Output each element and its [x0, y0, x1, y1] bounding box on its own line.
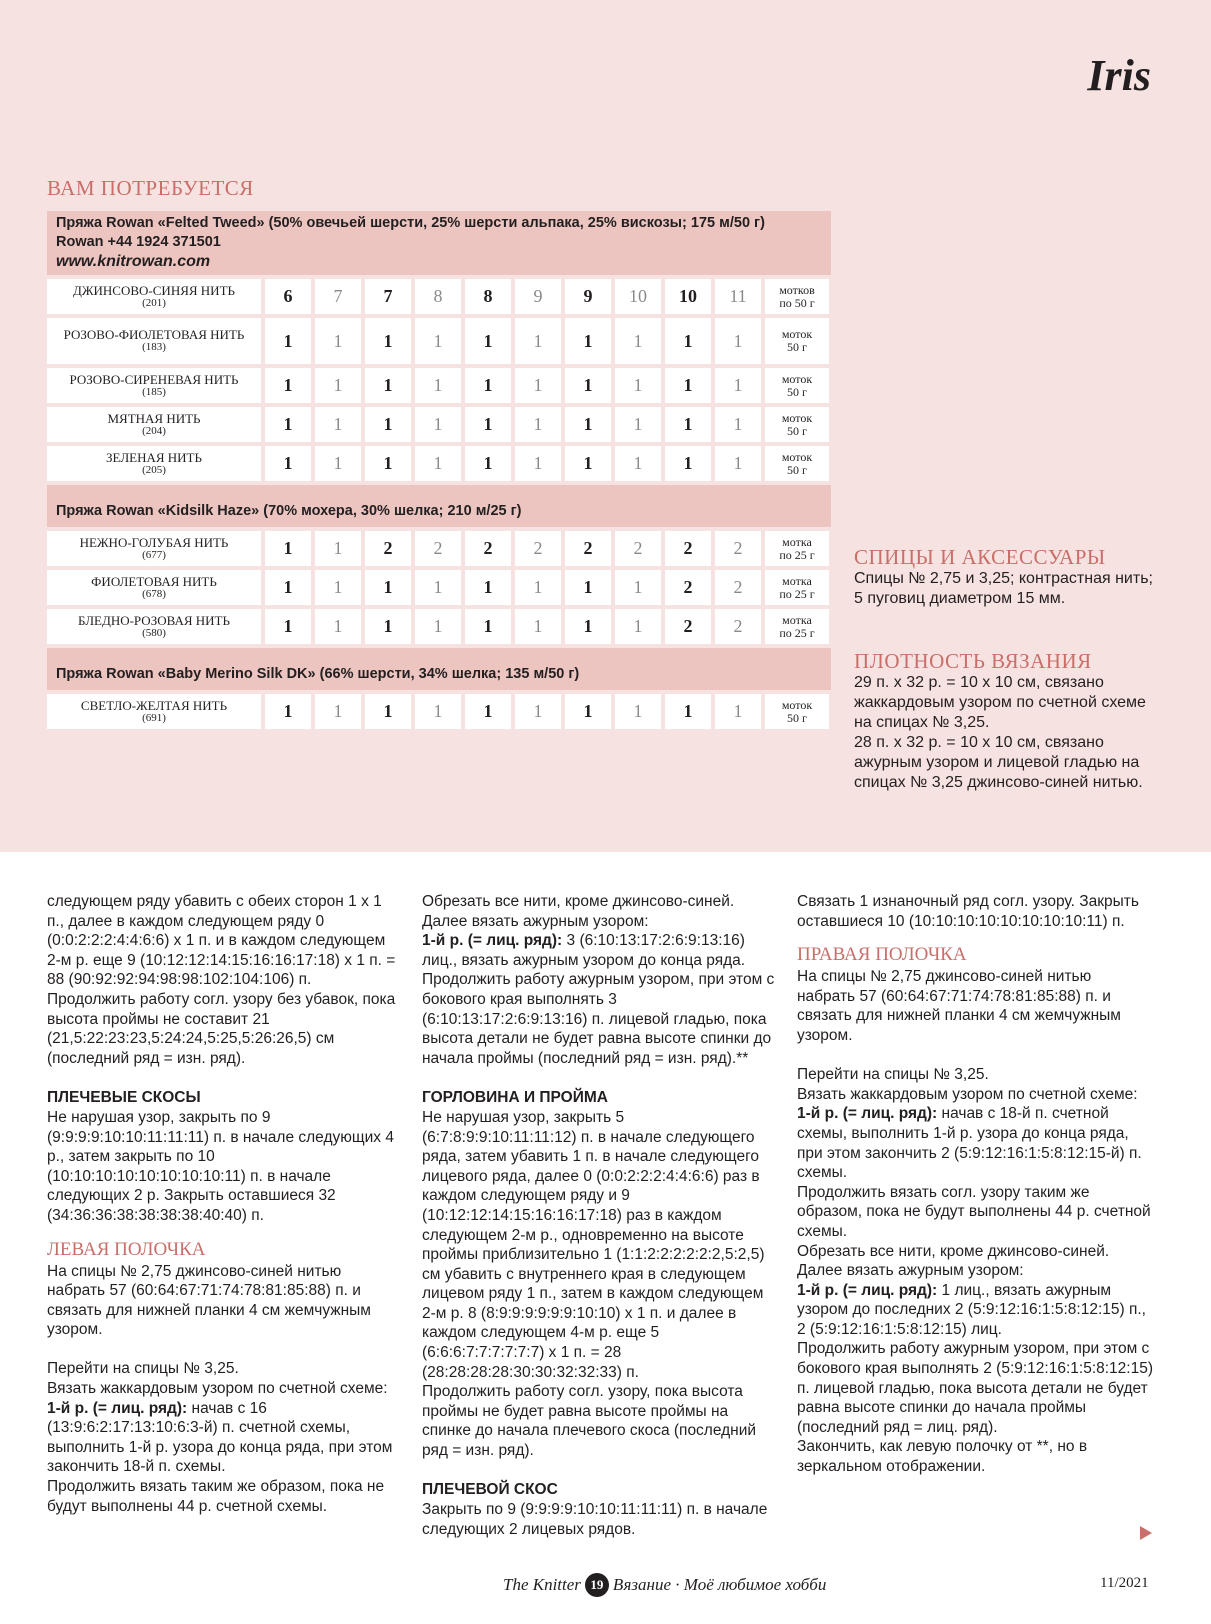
quantity-unit: мотка по 25 г: [765, 531, 829, 566]
size-quantity: 1: [465, 368, 511, 403]
heading-neck-armhole: ГОРЛОВИНА И ПРОЙМА: [422, 1088, 608, 1106]
size-quantity: 1: [515, 407, 561, 442]
size-quantity: 1: [615, 368, 661, 403]
size-quantity: 1: [515, 368, 561, 403]
size-quantity: 1: [615, 570, 661, 605]
size-quantity: 2: [415, 531, 461, 566]
size-quantity: 1: [565, 407, 611, 442]
size-quantity: 1: [665, 368, 711, 403]
size-quantity: 1: [615, 609, 661, 644]
yarn-row: [47, 694, 831, 729]
quantity-unit: моток 50 г: [765, 446, 829, 481]
yarn-color-name: СВЕТЛО-ЖЕЛТАЯ НИТЬ (691): [47, 694, 261, 729]
size-quantity: 1: [465, 407, 511, 442]
quantity-unit: мотка по 25 г: [765, 609, 829, 644]
yarn-row: [47, 407, 831, 442]
size-quantity: 1: [665, 407, 711, 442]
size-quantity: 1: [415, 694, 461, 729]
size-quantity: 2: [715, 531, 761, 566]
quantity-unit: мотка по 25 г: [765, 570, 829, 605]
quantity-unit: моток 50 г: [765, 694, 829, 729]
size-quantity: 1: [315, 609, 361, 644]
size-quantity: 1: [265, 407, 311, 442]
yarn-color-name: ФИОЛЕТОВАЯ НИТЬ (678): [47, 570, 261, 605]
triangle-right-icon: [1140, 1526, 1152, 1540]
size-quantity: 1: [365, 446, 411, 481]
yarn-row: [47, 609, 831, 644]
size-quantity: 1: [315, 531, 361, 566]
size-quantity: 1: [365, 407, 411, 442]
size-quantity: 2: [615, 531, 661, 566]
size-quantity: 2: [665, 531, 711, 566]
size-quantity: 2: [365, 531, 411, 566]
size-quantity: 1: [415, 609, 461, 644]
size-quantity: 1: [715, 694, 761, 729]
magazine-series: Вязание · Моё любимое хобби: [612, 1575, 827, 1594]
issue-date: 11/2021: [1100, 1575, 1149, 1591]
size-quantity: 1: [315, 694, 361, 729]
size-quantity: 1: [365, 570, 411, 605]
size-quantity: 1: [365, 609, 411, 644]
size-quantity: 1: [565, 570, 611, 605]
magazine-name: The Knitter: [503, 1575, 581, 1594]
yarn-row: [47, 570, 831, 605]
yarn-row: [47, 531, 831, 566]
heading-shoulder-slopes: ПЛЕЧЕВЫЕ СКОСЫ: [47, 1088, 201, 1106]
size-quantity: 1: [415, 407, 461, 442]
size-quantity: 1: [315, 446, 361, 481]
gauge-title: ПЛОТНОСТЬ ВЯЗАНИЯ: [854, 649, 1092, 673]
column-1: следующем ряду убавить с обеих сторон 1 х 1 п., далее в каждом следующем ряду 0 (0:0:2:2:2:4:4:6:6) х 1 п. и в каждом следующем 2-м р. еще 9 (10:12:12:14:15:16:16:17:18) х 1 п. = 88 (90:92:92:94:98:98:102:104:106) п. Продолжить работу согл. узору без убавок, пока высота проймы не составит 21 (21,5:22:23:23,5:24:24,5:25,5:26:26,5) см (последний ряд = изн. ряд). ПЛЕЧЕВЫЕ СКОСЫ Не нарушая узор, закрыть по 9 (9:9:9:9:10:10:11:11:11) п. в начале следующих 4 р., затем закрыть по 10 (10:10:10:10:10:10:10:10:11) п. в начале следующих 2 р. Закрыть оставшиеся 32 (34:36:36:38:38:38:38:40:40) п. ЛЕВАЯ ПОЛОЧКА На спицы № 2,75 джинсово-синей нитью набрать 57 (60:64:67:71:74:78:81:85:88) п. и связать для нижней планки 4 см жемчужным узором. Перейти на спицы № 3,25. Вязать жаккардовым узором по счетной схеме: 1-й р. (= лиц. ряд): начав с 16 (13:9:6:2:17:13:10:6:3-й) п. счетной схемы, выполнить 1-й р. узора до конца ряда, при этом закончить 18-й п. схемы. Продолжить вязать таким же образом, пока не будут выполнены 44 р. счетной схемы.: [47, 892, 403, 1516]
size-quantity: 2: [715, 609, 761, 644]
pattern-name: Iris: [1087, 51, 1151, 100]
size-quantity: 1: [315, 570, 361, 605]
quantity-unit: моток 50 г: [765, 318, 829, 364]
size-quantity: 9: [515, 279, 561, 314]
size-quantity: 1: [715, 407, 761, 442]
yarn-table: [47, 211, 831, 733]
yarn-header-baby-merino: Пряжа Rowan «Baby Merino Silk DK» (66% шерсти, 34% шелка; 135 м/50 г): [47, 648, 831, 690]
yarn-row: [47, 446, 831, 481]
size-quantity: 1: [665, 694, 711, 729]
size-quantity: 10: [615, 279, 661, 314]
size-quantity: 8: [465, 279, 511, 314]
gauge-text-1: 29 п. х 32 р. = 10 х 10 см, связано жаккардовым узором по счетной схеме на спицах № 3,25.: [854, 674, 1146, 731]
size-quantity: 1: [615, 446, 661, 481]
size-quantity: 1: [715, 368, 761, 403]
needles-text: Спицы № 2,75 и 3,25; контрастная нить; 5 пуговиц диаметром 15 мм.: [854, 570, 1153, 607]
size-quantity: 1: [415, 446, 461, 481]
size-quantity: 1: [315, 368, 361, 403]
size-quantity: 1: [515, 609, 561, 644]
size-quantity: 1: [365, 368, 411, 403]
size-quantity: 1: [715, 318, 761, 364]
size-quantity: 1: [315, 318, 361, 364]
yarn-color-name: ДЖИНСОВО-СИНЯЯ НИТЬ (201): [47, 279, 261, 314]
size-quantity: 1: [265, 531, 311, 566]
yarn-color-name: БЛЕДНО-РОЗОВАЯ НИТЬ (580): [47, 609, 261, 644]
size-quantity: 1: [565, 368, 611, 403]
yarn-color-name: ЗЕЛЕНАЯ НИТЬ (205): [47, 446, 261, 481]
size-quantity: 1: [515, 694, 561, 729]
heading-right-front: ПРАВАЯ ПОЛОЧКА: [797, 944, 967, 966]
size-quantity: 1: [515, 318, 561, 364]
size-quantity: 1: [565, 318, 611, 364]
size-quantity: 2: [715, 570, 761, 605]
size-quantity: 1: [465, 318, 511, 364]
size-quantity: 1: [465, 446, 511, 481]
size-quantity: 1: [665, 446, 711, 481]
size-quantity: 1: [665, 318, 711, 364]
size-quantity: 1: [615, 694, 661, 729]
yarn-color-name: РОЗОВО-СИРЕНЕВАЯ НИТЬ (185): [47, 368, 261, 403]
page-number: 19: [585, 1573, 609, 1597]
yarn-color-name: МЯТНАЯ НИТЬ (204): [47, 407, 261, 442]
size-quantity: 9: [565, 279, 611, 314]
heading-left-front: ЛЕВАЯ ПОЛОЧКА: [47, 1238, 206, 1260]
size-quantity: 1: [365, 694, 411, 729]
column-3: Связать 1 изнаночный ряд согл. узору. Закрыть оставшиеся 10 (10:10:10:10:10:10:10:10:11) п. ПРАВАЯ ПОЛОЧКА На спицы № 2,75 джинсово-синей нитью набрать 57 (60:64:67:71:74:78:81:85:88) п. и связать для нижней планки 4 см жемчужным узором. Перейти на спицы № 3,25. Вязать жаккардовым узором по счетной схеме: 1-й р. (= лиц. ряд): начав с 18-й п. счетной схемы, выполнить 1-й р. узора до конца ряда, при этом закончить 2 (5:9:12:16:1:5:8:12:15-й) п. схемы. Продолжить вязать согл. узору таким же образом, пока не будут выполнены 44 р. счетной схемы. Обрезать все нити, кроме джинсово-синей. Далее вязать ажурным узором: 1-й р. (= лиц. ряд): 1 лиц., вязать ажурным узором до последних 2 (5:9:12:16:1:5:8:12:15) п., 2 (5:9:12:16:1:5:8:12:15) лиц. Продолжить работу ажурным узором, при этом с бокового края выполнять 2 (5:9:12:16:1:5:8:12:15) п. лицевой гладью, пока высота детали не будет равна высоте спинки до начала проймы (последний ряд = лиц. ряд). Закончить, как левую полочку от **, но в зеркальном отображении.: [797, 893, 1154, 1476]
size-quantity: 1: [565, 609, 611, 644]
size-quantity: 1: [265, 694, 311, 729]
size-quantity: 1: [315, 407, 361, 442]
yarn-color-name: РОЗОВО-ФИОЛЕТОВАЯ НИТЬ (183): [47, 318, 261, 364]
size-quantity: 7: [365, 279, 411, 314]
size-quantity: 7: [315, 279, 361, 314]
size-quantity: 1: [265, 609, 311, 644]
size-quantity: 2: [665, 570, 711, 605]
yarn-header-kidsilk-haze: Пряжа Rowan «Kidsilk Haze» (70% мохера, 30% шелка; 210 м/25 г): [47, 485, 831, 527]
size-quantity: 1: [265, 318, 311, 364]
size-quantity: 1: [265, 570, 311, 605]
needles-title: СПИЦЫ И АКСЕССУАРЫ: [854, 545, 1106, 569]
materials-title: ВАМ ПОТРЕБУЕТСЯ: [47, 176, 254, 200]
gauge-section: [854, 651, 1164, 793]
size-quantity: 2: [565, 531, 611, 566]
size-quantity: 10: [665, 279, 711, 314]
size-quantity: 2: [515, 531, 561, 566]
size-quantity: 1: [415, 570, 461, 605]
yarn-row: [47, 279, 831, 314]
size-quantity: 1: [465, 694, 511, 729]
yarn-header-felted-tweed: Пряжа Rowan «Felted Tweed» (50% овечьей шерсти, 25% шерсти альпака, 25% вискозы; 175 м/50 г) Rowan +44 1924 371501 www.knitrowan.com: [47, 211, 831, 275]
size-quantity: 1: [415, 368, 461, 403]
yarn-color-name: НЕЖНО-ГОЛУБАЯ НИТЬ (677): [47, 531, 261, 566]
size-quantity: 2: [465, 531, 511, 566]
page-footer: [0, 1573, 1211, 1603]
size-quantity: 1: [465, 609, 511, 644]
size-quantity: 1: [265, 446, 311, 481]
size-quantity: 1: [565, 694, 611, 729]
size-quantity: 1: [465, 570, 511, 605]
needles-section: [854, 547, 1164, 609]
size-quantity: 1: [365, 318, 411, 364]
size-quantity: 1: [565, 446, 611, 481]
size-quantity: 1: [515, 446, 561, 481]
size-quantity: 8: [415, 279, 461, 314]
gauge-text-2: 28 п. х 32 р. = 10 х 10 см, связано ажурным узором и лицевой гладью на спицах № 3,25 джинсово-синей нитью.: [854, 734, 1143, 791]
heading-shoulder-slope: ПЛЕЧЕВОЙ СКОС: [422, 1481, 558, 1499]
size-quantity: 1: [415, 318, 461, 364]
supplier-url: www.knitrowan.com: [56, 253, 211, 270]
size-quantity: 1: [615, 407, 661, 442]
size-quantity: 1: [265, 368, 311, 403]
size-quantity: 2: [665, 609, 711, 644]
yarn-row: [47, 368, 831, 403]
size-quantity: 1: [515, 570, 561, 605]
size-quantity: 6: [265, 279, 311, 314]
size-quantity: 1: [715, 446, 761, 481]
quantity-unit: моток 50 г: [765, 368, 829, 403]
size-quantity: 11: [715, 279, 761, 314]
column-2: Обрезать все нити, кроме джинсово-синей. Далее вязать ажурным узором: 1-й р. (= лиц. ряд): 3 (6:10:13:17:2:6:9:13:16) лиц., вязать ажурным узором до конца ряда. Продолжить работу ажурным узором, при этом с бокового края выполнять 3 (6:10:13:17:2:6:9:13:16) п. лицевой гладью, пока высота детали не будет равна высоте спинки до начала проймы (последний ряд = изн. ряд).** ГОРЛОВИНА И ПРОЙМА Не нарушая узор, закрыть 5 (6:7:8:9:9:10:11:11:12) п. в начале следующего ряда, затем убавить 1 п. в начале следующего лицевого ряда, далее 0 (0:0:2:2:2:4:4:6:6) раз в каждом следующем ряду и 9 (10:12:12:14:15:16:16:17:18) раз в каждом следующем 2-м р., одновременно на высоте проймы приблизительно 1 (1:1:2:2:2:2:2:2,5:2,5) см убавить с внутреннего края в следующем лицевом ряду 1 п., затем в каждом следующем 2-м р. 8 (8:9:9:9:9:9:9:10:10) х 1 п. и далее в каждом следующем 4-м р. еще 5 (6:6:6:7:7:7:7:7:7) х 1 п. = 28 (28:28:28:28:30:30:32:32:33) п. Продолжить работу согл. узору, пока высота проймы не будет равна высоте проймы на спинке до начала плечевого скоса (последний ряд = изн. ряд). ПЛЕЧЕВОЙ СКОС Закрыть по 9 (9:9:9:9:10:10:11:11:11) п. в начале следующих 2 лицевых рядов.: [422, 892, 778, 1539]
quantity-unit: мотков по 50 г: [765, 279, 829, 314]
quantity-unit: моток 50 г: [765, 407, 829, 442]
size-quantity: 1: [615, 318, 661, 364]
yarn-row: [47, 318, 831, 364]
